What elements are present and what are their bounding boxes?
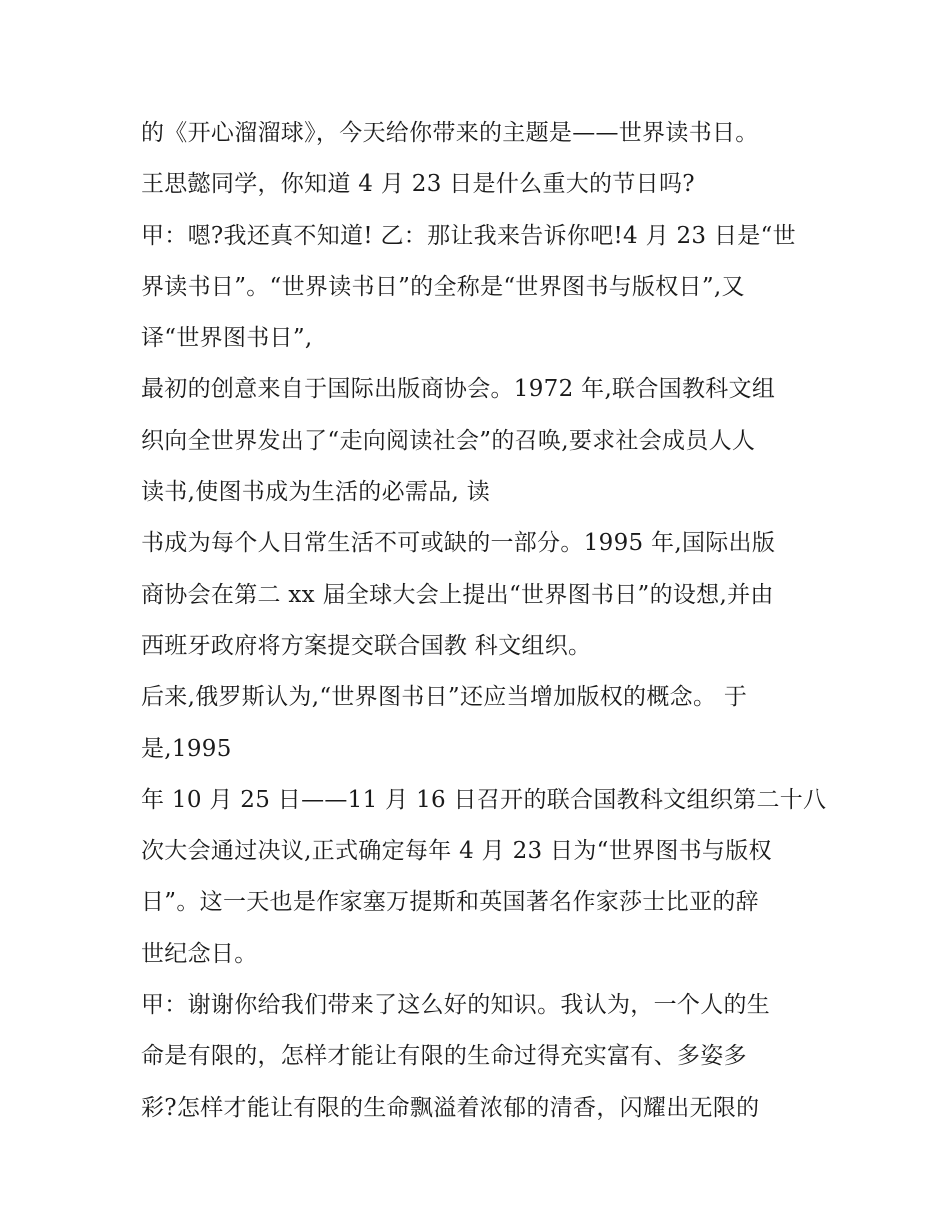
text-line: 织向全世界发出了“走向阅读社会”的召唤,要求社会成员人人 — [141, 427, 756, 454]
text-line: 次大会通过决议,正式确定每年 4 月 23 日为“世界图书与版权 — [141, 838, 772, 865]
text-line: 日”。这一天也是作家塞万提斯和英国著名作家莎士比亚的辞 — [141, 889, 759, 916]
text-line: 甲：谢谢你给我们带来了这么好的知识。我认为，一个人的生 — [141, 992, 771, 1019]
text-line: 彩?怎样才能让有限的生命飘溢着浓郁的清香，闪耀出无限的 — [141, 1094, 760, 1121]
text-line: 西班牙政府将方案提交联合国教 科文组织。 — [141, 632, 592, 659]
text-line: 译“世界图书日”, — [141, 325, 313, 352]
text-line: 世纪念日。 — [141, 940, 258, 967]
text-line: 甲：嗯?我还真不知道! 乙：那让我来告诉你吧!4 月 23 日是“世 — [141, 222, 796, 249]
text-line: 年 10 月 25 日——11 月 16 日召开的联合国教科文组织第二十八 — [141, 786, 827, 813]
text-line: 最初的创意来自于国际出版商协会。1972 年,联合国教科文组 — [141, 376, 776, 403]
text-line: 书成为每个人日常生活不可或缺的一部分。1995 年,国际出版 — [141, 530, 776, 557]
text-line: 读书,使图书成为生活的必需品, 读 — [141, 479, 491, 506]
text-line: 商协会在第二 xx 届全球大会上提出“世界图书日”的设想,并由 — [141, 581, 774, 608]
text-line: 是,1995 — [141, 735, 232, 762]
document-body — [141, 108, 841, 1134]
text-line: 的《开心溜溜球》，今天给你带来的主题是——世界读书日。 — [141, 120, 759, 146]
text-line: 命是有限的，怎样才能让有限的生命过得充实富有、多姿多 — [141, 1043, 747, 1070]
text-line: 界读书日”。“世界读书日”的全称是“世界图书与版权日”,又 — [141, 273, 745, 300]
text-line: 后来,俄罗斯认为,“世界图书日”还应当增加版权的概念。 于 — [141, 684, 748, 711]
text-line: 王思懿同学，你知道 4 月 23 日是什么重大的节日吗? — [141, 171, 695, 198]
